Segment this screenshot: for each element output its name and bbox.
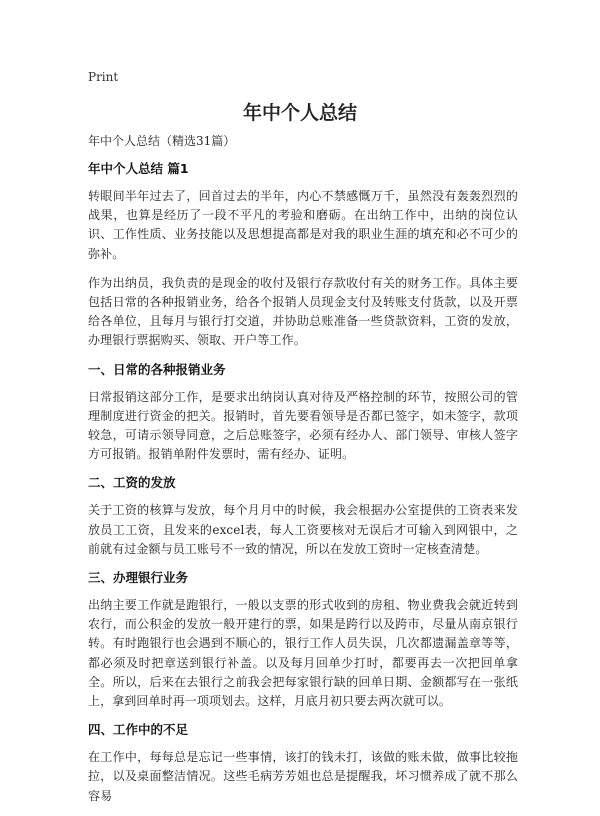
paragraph-shortcomings: 在工作中，每每总是忘记一些事情，该打的钱未打，该做的账未做，做事比较拖拉，以及桌面整洁情况。这些毛病芳芳姐也总是提醒我，坏习惯养成了就不那么容易 [88, 750, 518, 803]
heading-salary: 二、工资的发放 [88, 475, 176, 491]
paragraph-reimbursement: 日常报销这部分工作，是要求出纳岗认真对待及严格控制的环节，按照公司的管理制度进行资金的把关。报销时，首先要看领导是否都已签字，如未签字，款项较急，可请示领导同意，之后总账签字，必须有经办人、部门领导、审核人签字方可报销。报销单附件发票时，需有经办、证明。 [88, 389, 518, 462]
document-subtitle: 年中个人总结（精选31篇） [88, 134, 236, 148]
section-title: 年中个人总结 篇1 [88, 161, 189, 176]
heading-reimbursement: 一、日常的各种报销业务 [88, 361, 226, 377]
print-label: Print [88, 70, 119, 84]
document-title: 年中个人总结 [242, 102, 357, 124]
heading-shortcomings: 四、工作中的不足 [88, 722, 189, 738]
paragraph-salary: 关于工资的核算与发放，每个月月中的时候，我会根据办公室提供的工资表来发放员工工资，且发来的excel表，每人工资要核对无误后才可输入到网银中，之前就有过金额与员工账号不一致的情况，所以在发放工资时一定核查清楚。 [88, 503, 518, 556]
paragraph-bank-business: 出纳主要工作就是跑银行，一般以支票的形式收到的房租、物业费我会就近转到农行，而公积金的发放一般开建行的票，如果是跨行以及跨市，尽量从南京银行转。有时跑银行也会遇到不顺心的，银行工作人员失误，几次都遗漏盖章等等，都必须及时把章送到银行补盖。以及每月回单少打时，都要再去一次把回单拿全。所以，后来在去银行之前我会把每家银行缺的回单日期、金额都写在一张纸上，拿到回单时再一项项划去。这样，月底月初只要去两次就可以。 [88, 598, 518, 709]
intro-paragraph-1: 转眼间半年过去了，回首过去的半年，内心不禁感慨万千，虽然没有轰轰烈烈的战果，也算是经历了一段不平凡的考验和磨砺。在出纳工作中，出纳的岗位认识、工作性质、业务技能以及思想提高都是对我的职业生涯的填充和必不可少的弥补。 [88, 189, 518, 261]
intro-paragraph-2: 作为出纳员，我负责的是现金的收付及银行存款收付有关的财务工作。具体主要包括日常的各种报销业务，给各个报销人员现金支付及转账支付货款，以及开票给各单位，且每月与银行打交道，并协助总账准备一些贷款资料，工资的发放，办理银行票据购买、领取、开户等工作。 [88, 275, 518, 348]
document-body [88, 132, 518, 816]
heading-bank-business: 三、办理银行业务 [88, 570, 189, 586]
